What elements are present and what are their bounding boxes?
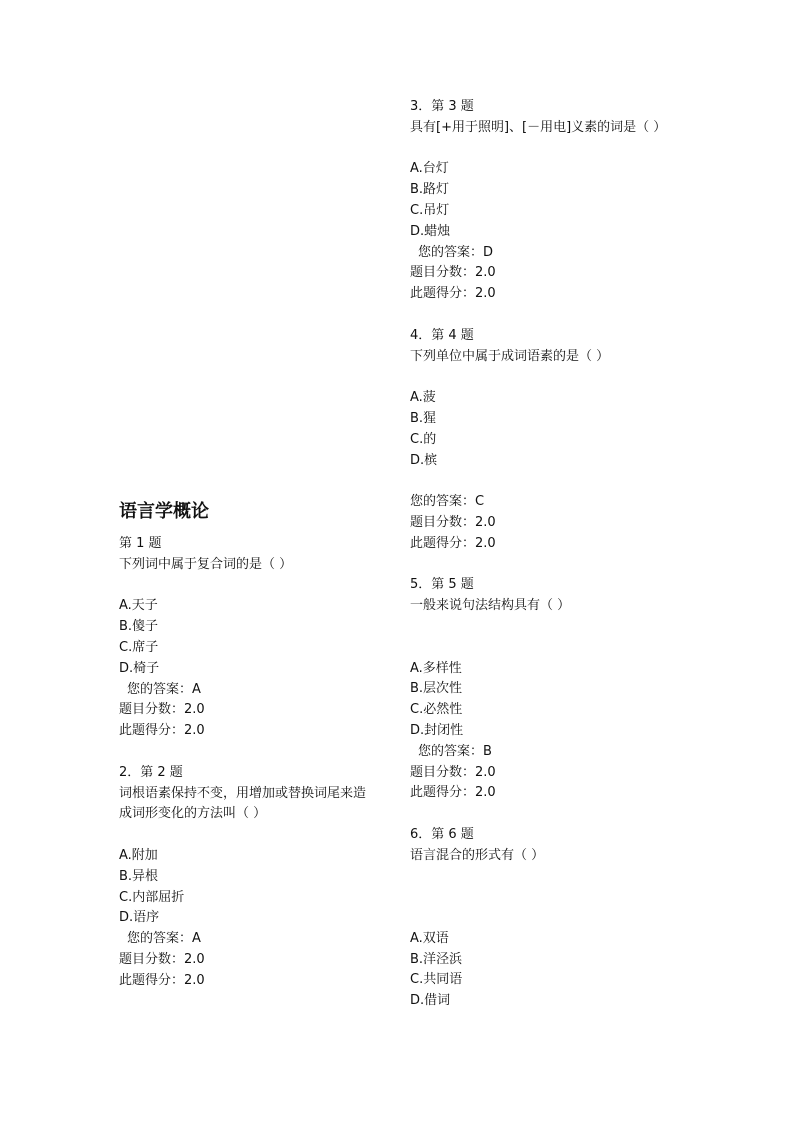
your-answer: 您的答案：C [410,494,485,510]
question-3 [410,97,710,305]
option-b: B.异根 [119,868,159,884]
your-answer: 您的答案：B [418,743,492,759]
question-score: 题目分数：2.0 [119,951,205,967]
option-a: A.双语 [410,930,449,946]
option-d: D.槟 [410,452,438,468]
option-a: A.台灯 [410,161,449,177]
question-header: 2．第 2 题 [119,764,183,780]
question-stem: 具有[+用于照明]、[－用电]义素的词是（ ） [410,119,667,135]
question-stem-line-2: 成词形变化的方法叫（ ） [119,806,267,822]
question-header: 5．第 5 题 [410,577,474,593]
question-score: 题目分数：2.0 [410,514,496,530]
question-4 [410,326,710,555]
earned-score: 此题得分：2.0 [119,972,205,988]
option-d: D.蜡烛 [410,223,451,239]
your-answer: 您的答案：A [127,681,201,697]
your-answer: 您的答案：A [127,931,201,947]
question-score: 题目分数：2.0 [119,702,205,718]
question-6 [410,825,710,1012]
question-2 [119,763,409,992]
option-b: B.路灯 [410,182,450,198]
question-stem: 下列词中属于复合词的是（ ） [119,556,293,572]
question-header: 3．第 3 题 [410,99,474,114]
earned-score: 此题得分：2.0 [119,723,205,739]
option-b: B.洋泾浜 [410,951,463,967]
question-score: 题目分数：2.0 [410,265,496,281]
option-b: B.层次性 [410,681,463,697]
option-c: C.席子 [119,639,159,655]
option-c: C.吊灯 [410,202,450,218]
earned-score: 此题得分：2.0 [410,535,496,551]
option-c: C.的 [410,431,437,447]
question-5 [410,575,710,804]
option-b: B.傻子 [119,619,159,635]
option-d: D.借词 [410,993,451,1009]
option-c: C.必然性 [410,702,463,718]
earned-score: 此题得分：2.0 [410,785,496,801]
option-d: D.椅子 [119,660,160,676]
option-c: C.共同语 [410,972,463,988]
your-answer: 您的答案：D [418,244,494,260]
page-title: 语言学概论 [119,501,209,522]
left-column [119,500,409,992]
question-stem: 下列单位中属于成词语素的是（ ） [410,348,610,364]
question-score: 题目分数：2.0 [410,764,496,780]
option-c: C.内部屈折 [119,889,185,905]
option-d: D.语序 [119,910,160,926]
option-a: A.天子 [119,598,158,614]
option-d: D.封闭性 [410,722,464,738]
question-stem-line-1: 词根语素保持不变，用增加或替换词尾来造 [119,785,367,801]
option-a: A.菠 [410,390,436,406]
right-column [410,97,710,1012]
question-1 [119,534,409,742]
question-header: 6．第 6 题 [410,826,474,842]
question-stem: 语言混合的形式有（ ） [410,847,545,863]
question-stem: 一般来说句法结构具有（ ） [410,598,571,614]
option-a: A.附加 [119,847,158,863]
earned-score: 此题得分：2.0 [410,286,496,302]
option-a: A.多样性 [410,660,462,676]
question-header: 4．第 4 题 [410,327,474,343]
option-b: B.猩 [410,410,437,426]
question-header: 第 1 题 [119,536,162,551]
